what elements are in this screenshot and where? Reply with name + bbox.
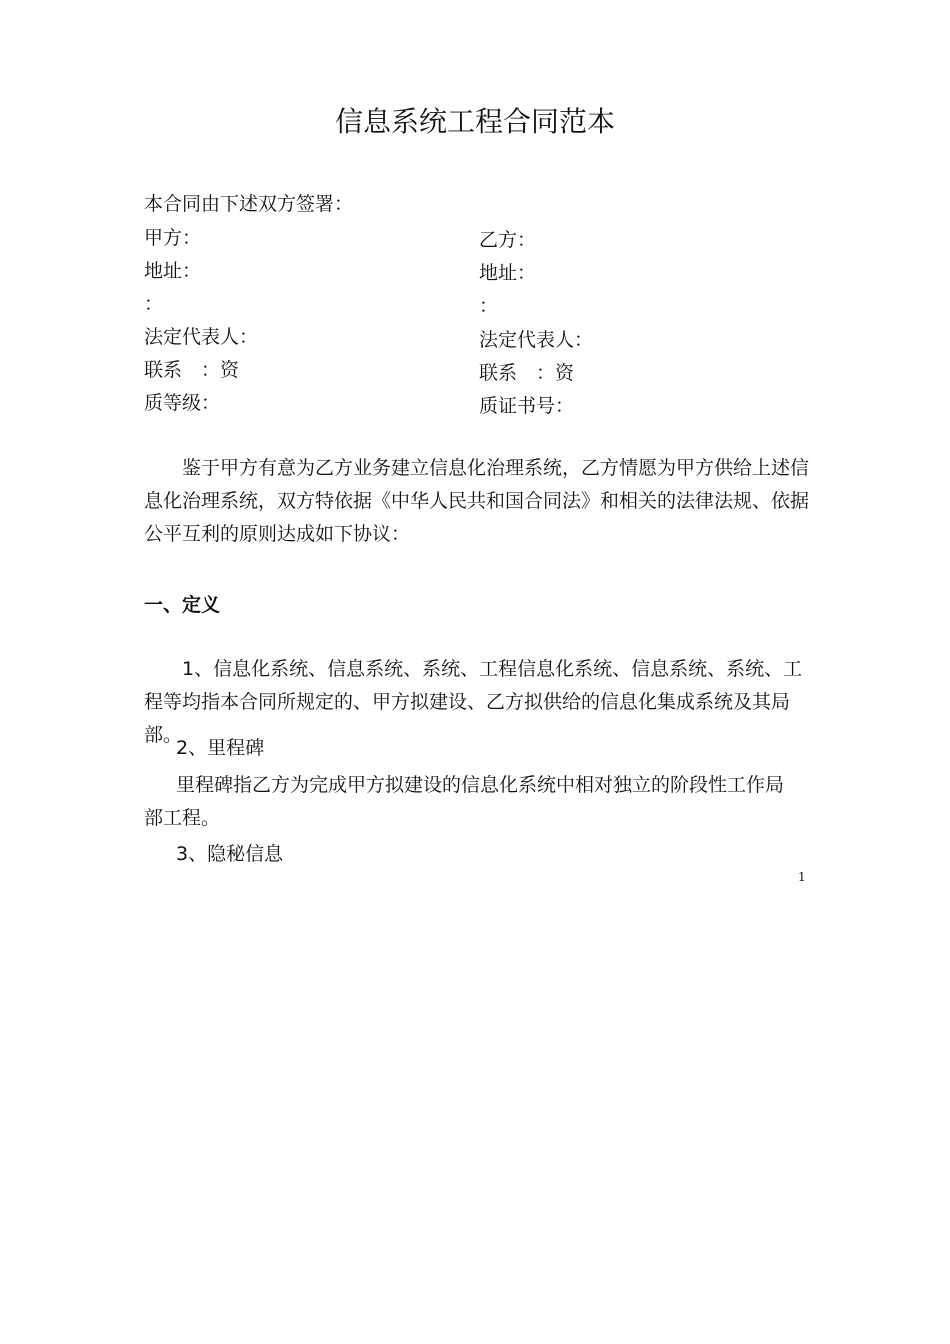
party-a-label: 甲方： — [144, 227, 202, 249]
definition-item-1: 1、信息化系统、信息系统、系统、工程信息化系统、信息系统、系统、工程等均指本合同所规定的、甲方拟建设、乙方拟供给的信息化集成系统及其局部。 — [144, 658, 803, 746]
intro-line: 本合同由下述双方签署： — [144, 193, 354, 215]
party-a-qualification: 质等级： — [144, 392, 221, 414]
definition-item-2-heading: 2、里程碑 — [176, 737, 265, 759]
page-number: 1 — [798, 870, 806, 884]
preamble-paragraph: 鉴于甲方有意为乙方业务建立信息化治理系统，乙方情愿为甲方供给上述信息化治理系统，双方特依据《中华人民共和国合同法》和相关的法律法规、依据公平互利的原则达成如下协议： — [144, 457, 810, 545]
party-a-contact: 联系 ：资 — [144, 359, 240, 381]
party-b-colon: ： — [479, 295, 499, 317]
document-title: 信息系统工程合同范本 — [334, 105, 615, 138]
section-heading-definitions: 一、定义 — [144, 594, 221, 616]
party-b-certificate: 质证书号： — [479, 395, 575, 417]
party-a-colon: ： — [144, 293, 164, 315]
party-a-address: 地址： — [144, 260, 202, 282]
definition-item-2-body: 里程碑指乙方为完成甲方拟建设的信息化系统中相对独立的阶段性工作局部工程。 — [144, 774, 785, 829]
party-b-contact: 联系 ：资 — [479, 362, 575, 384]
party-b-address: 地址： — [479, 262, 537, 284]
party-b-legal-rep: 法定代表人： — [479, 329, 594, 351]
party-a-legal-rep: 法定代表人： — [144, 326, 259, 348]
definition-item-3-heading: 3、隐秘信息 — [176, 843, 284, 865]
party-b-label: 乙方： — [479, 229, 537, 251]
